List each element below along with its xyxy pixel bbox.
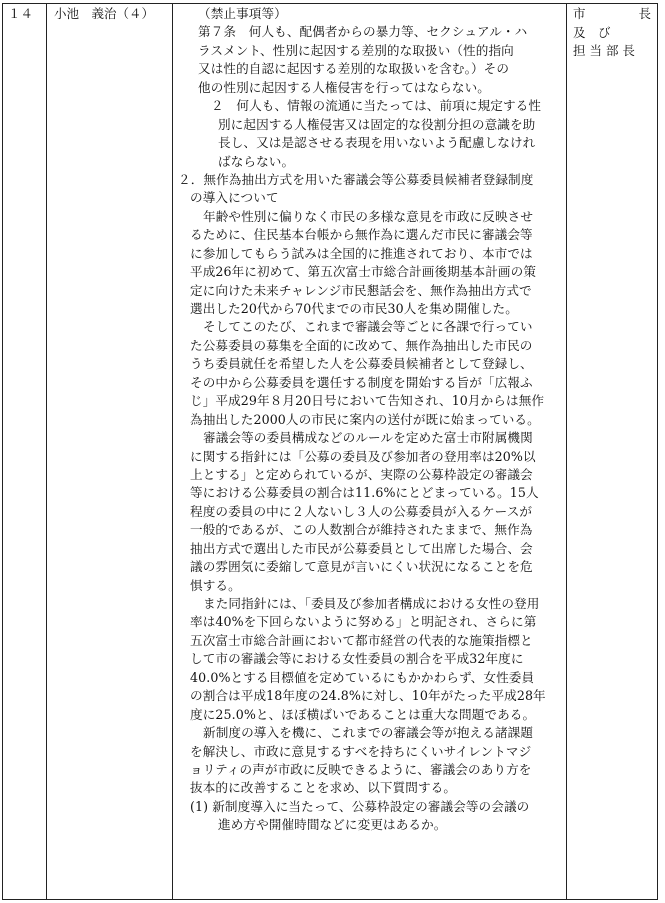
text-line: 率は40%を下回らないように努める」と明記され、さらに第 (190, 614, 537, 630)
responder-mayor: 市 (573, 6, 586, 21)
text-line: 選出した20代から70代までの市民30人を集め開催した。 (190, 301, 518, 316)
text-line: じ」平成29年８月20日号において告知され、10月からは無作 (190, 393, 545, 409)
column-divider-3 (566, 3, 567, 900)
text-line: ２ 何人も、情報の流通に当たっては、前項に規定する性 (211, 98, 542, 114)
numbered-question: 進め方や開催時間などに変更はあるか。 (218, 817, 447, 833)
text-line: 五次富士市総合計画において都市経営の代表的な施策指標と (190, 632, 533, 648)
text-line: 平成26年に初めて、第五次富士市総合計画後期基本計画の策 (190, 264, 537, 280)
responder-line (573, 42, 651, 61)
text-line: 長し、又は是認させる表現を用いないよう配慮しなけれ (218, 135, 536, 151)
questioner-name: 小池 義治（４） (54, 6, 155, 21)
text-line: ョリティの声が市政に反映できるように、審議会のあり方を (190, 761, 532, 777)
section-heading: ２．無作為抽出方式を用いた審議会等公募委員候補者登録制度 (178, 171, 534, 187)
text-line: に関する指針には「公募の委員及び参加者の登用率は20%以 (190, 448, 536, 464)
text-line: そしてこのたび、これまで審議会等ごとに各課で行ってい (203, 319, 533, 335)
text-line: た公募委員の募集を全面的に改めて、無作為抽出した市民の (190, 337, 533, 353)
responder-director: 担 当 部 長 (573, 43, 635, 58)
responder-and: 及 び (573, 24, 611, 40)
responder-line (573, 5, 651, 24)
text-line: 度に25.0%と、ほぼ横ばいであることは重大な問題である。 (190, 706, 536, 722)
text-line: 惧する。 (190, 577, 241, 593)
text-line: 抜本的に改善することを求め、以下質問する。 (190, 780, 457, 796)
text-line: るために、住民基本台帳から無作為に選んだ市民に審議会等 (190, 227, 533, 243)
text-line: その中から公募委員を選任する制度を開始する旨が「広報ふ (190, 374, 533, 390)
text-line: また同指針には、「委員及び参加者構成における女性の登用 (203, 596, 540, 611)
column-divider-1 (46, 3, 47, 900)
responder-mayor-suffix: 長 (638, 6, 651, 21)
section-heading: の導入について (190, 190, 279, 206)
text-line: して市の審議会等における女性委員の割合を平成32年度に (190, 651, 524, 667)
text-line: 等における公募委員の割合は11.6%にとどまっている。15人 (190, 485, 539, 501)
responder-cell (573, 5, 651, 61)
text-line: （禁止事項等） (198, 6, 287, 21)
text-line: 審議会等の委員構成などのルールを定めた富士市附属機関 (203, 430, 533, 446)
text-line: 程度の委員の中に２人ないし３人の公募委員が入るケースが (190, 503, 533, 519)
row-number: １４ (8, 6, 34, 21)
text-line: 一般的であるが、この人数割合が維持されたままで、無作為 (190, 522, 533, 538)
text-line: 40.0%とする目標値を定めているにもかかわらず、女性委員 (190, 669, 535, 685)
text-line: 第７条 何人も、配偶者からの暴力等、セクシュアル・ハ (198, 24, 528, 40)
text-line: を解決し、市政に意見するすべを持ちにくいサイレントマジ (190, 743, 532, 759)
responder-line (573, 24, 651, 43)
text-line: ばならない。 (218, 153, 295, 169)
text-line: うち委員就任を希望した人を公募委員候補者として登録し、 (190, 356, 533, 372)
text-line: の割合は平成18年度の24.8%に対し、10年がたった平成28年 (190, 688, 546, 704)
column-divider-2 (172, 3, 173, 900)
text-line: 年齢や性別に偏りなく市民の多様な意見を市政に反映させ (203, 208, 534, 224)
text-line: 抽出方式で選出した市民が公募委員として出席した場合、会 (190, 540, 533, 556)
text-line: 議の雰囲気に委縮して意見が言いにくい状況になることを危 (190, 559, 533, 575)
text-line: 他の性別に起因する人権侵害を行ってはならない。 (198, 79, 490, 95)
text-line: 定に向けた未来チャレンジ市民懇話会を、無作為抽出方式で (190, 282, 532, 298)
numbered-question: (1) 新制度導入に当たって、公募枠設定の審議会等の会議の (190, 798, 530, 814)
text-line: ラスメント、性別に起因する差別的な取扱い（性的指向 (198, 42, 514, 58)
question-content (178, 5, 562, 835)
text-line: 新制度の導入を機に、これまでの審議会等が抱える諸課題 (203, 725, 534, 741)
text-line: 上とする」と定められているが、実際の公募枠設定の審議会 (190, 466, 533, 482)
text-line: 為抽出した2000人の市民に案内の送付が既に始まっている。 (190, 411, 540, 427)
text-line: 別に起因する人権侵害又は固定的な役割分担の意識を助 (218, 116, 536, 132)
text-line: に参加してもらう試みは全国的に推進されており、本市では (190, 245, 533, 261)
text-line: 又は性的自認に起因する差別的な取扱いを含む。）その (198, 61, 510, 77)
